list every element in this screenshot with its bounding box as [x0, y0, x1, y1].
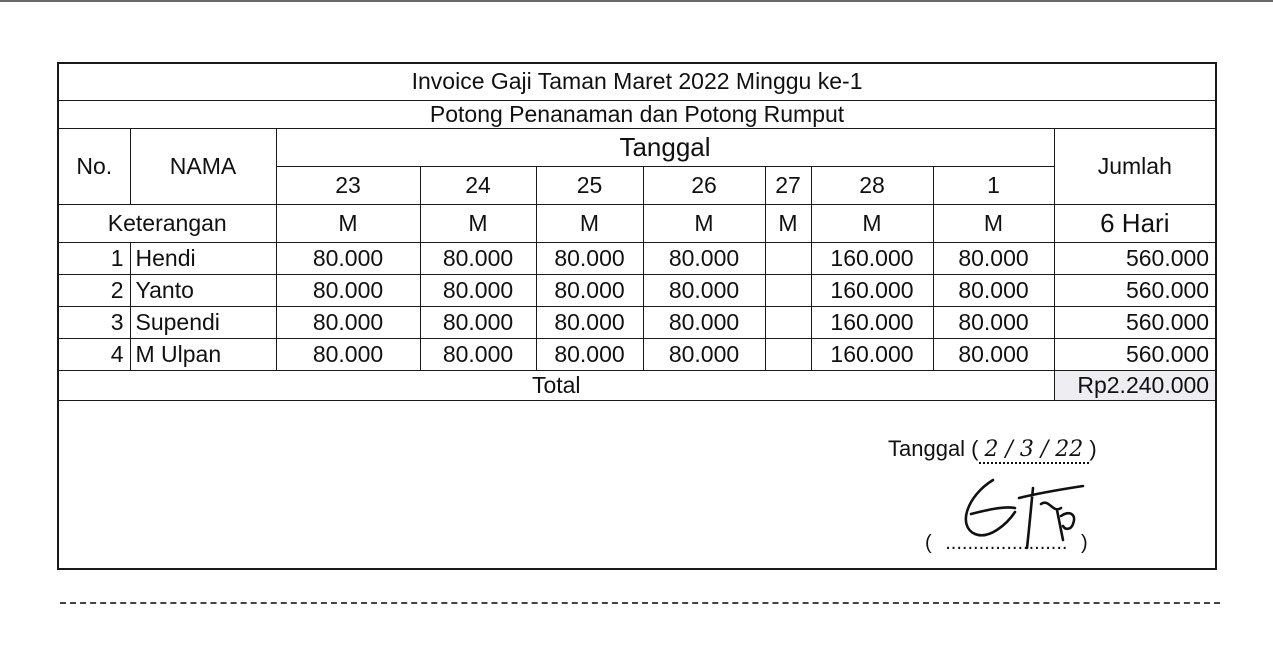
table-row: [59, 274, 1215, 306]
amount-cell: 80.000: [643, 274, 765, 306]
row-total: 560.000: [1054, 274, 1215, 306]
handwritten-date: 2 / 3 / 22: [979, 437, 1090, 464]
row-name: Hendi: [130, 242, 276, 274]
header-no: No.: [59, 128, 130, 204]
code-cell: M: [276, 204, 420, 242]
amount-cell: 80.000: [933, 274, 1054, 306]
row-number: 4: [59, 338, 130, 370]
code-cell: M: [643, 204, 765, 242]
amount-cell: 80.000: [536, 338, 643, 370]
amount-cell: 80.000: [420, 306, 536, 338]
row-number: 2: [59, 274, 130, 306]
amount-cell: 80.000: [276, 306, 420, 338]
date-cell: 23: [276, 166, 420, 204]
header-jumlah: Jumlah: [1054, 128, 1215, 204]
invoice-document: [57, 62, 1217, 570]
invoice-table: [59, 64, 1215, 401]
date-line: [888, 436, 1097, 462]
total-days: 6 Hari: [1054, 204, 1215, 242]
date-cell: 26: [643, 166, 765, 204]
amount-cell: [765, 306, 811, 338]
date-cell: 1: [933, 166, 1054, 204]
date-close: ): [1089, 436, 1097, 461]
sign-dots: ......................: [945, 532, 1068, 554]
header-nama: NAMA: [130, 128, 276, 204]
scan-cut-line: [60, 602, 1220, 604]
invoice-subtitle: Potong Penanaman dan Potong Rumput: [59, 100, 1215, 128]
date-cell: 28: [811, 166, 933, 204]
amount-cell: 80.000: [536, 242, 643, 274]
row-total: 560.000: [1054, 338, 1215, 370]
code-cell: M: [420, 204, 536, 242]
sign-open: (: [925, 532, 932, 554]
amount-cell: 80.000: [276, 274, 420, 306]
total-label: Total: [59, 370, 1054, 400]
amount-cell: 80.000: [420, 274, 536, 306]
table-row: [59, 338, 1215, 370]
signature-line: [925, 532, 1088, 555]
amount-cell: 160.000: [811, 274, 933, 306]
invoice-title: Invoice Gaji Taman Maret 2022 Minggu ke-1: [59, 64, 1215, 100]
code-cell: M: [765, 204, 811, 242]
row-name: M Ulpan: [130, 338, 276, 370]
amount-cell: 80.000: [420, 242, 536, 274]
row-name: Supendi: [130, 306, 276, 338]
date-cell: 27: [765, 166, 811, 204]
date-cell: 25: [536, 166, 643, 204]
code-cell: M: [536, 204, 643, 242]
code-cell: M: [933, 204, 1054, 242]
amount-cell: [765, 338, 811, 370]
amount-cell: 160.000: [811, 306, 933, 338]
amount-cell: 160.000: [811, 242, 933, 274]
amount-cell: 80.000: [536, 306, 643, 338]
keterangan-label: Keterangan: [59, 204, 276, 242]
amount-cell: 160.000: [811, 338, 933, 370]
amount-cell: 80.000: [933, 242, 1054, 274]
grand-total: Rp2.240.000: [1054, 370, 1215, 400]
amount-cell: 80.000: [536, 274, 643, 306]
amount-cell: 80.000: [276, 242, 420, 274]
date-cell: 24: [420, 166, 536, 204]
amount-cell: 80.000: [933, 306, 1054, 338]
scan-top-edge: [0, 0, 1273, 2]
header-tanggal: Tanggal: [276, 128, 1054, 166]
amount-cell: [765, 274, 811, 306]
row-number: 1: [59, 242, 130, 274]
amount-cell: 80.000: [420, 338, 536, 370]
row-total: 560.000: [1054, 242, 1215, 274]
amount-cell: 80.000: [276, 338, 420, 370]
sign-close: ): [1081, 532, 1088, 554]
amount-cell: 80.000: [643, 242, 765, 274]
date-label: Tanggal (: [888, 436, 979, 461]
table-row: [59, 242, 1215, 274]
row-total: 560.000: [1054, 306, 1215, 338]
row-name: Yanto: [130, 274, 276, 306]
amount-cell: 80.000: [933, 338, 1054, 370]
row-number: 3: [59, 306, 130, 338]
code-cell: M: [811, 204, 933, 242]
table-row: [59, 306, 1215, 338]
amount-cell: 80.000: [643, 338, 765, 370]
amount-cell: [765, 242, 811, 274]
amount-cell: 80.000: [643, 306, 765, 338]
